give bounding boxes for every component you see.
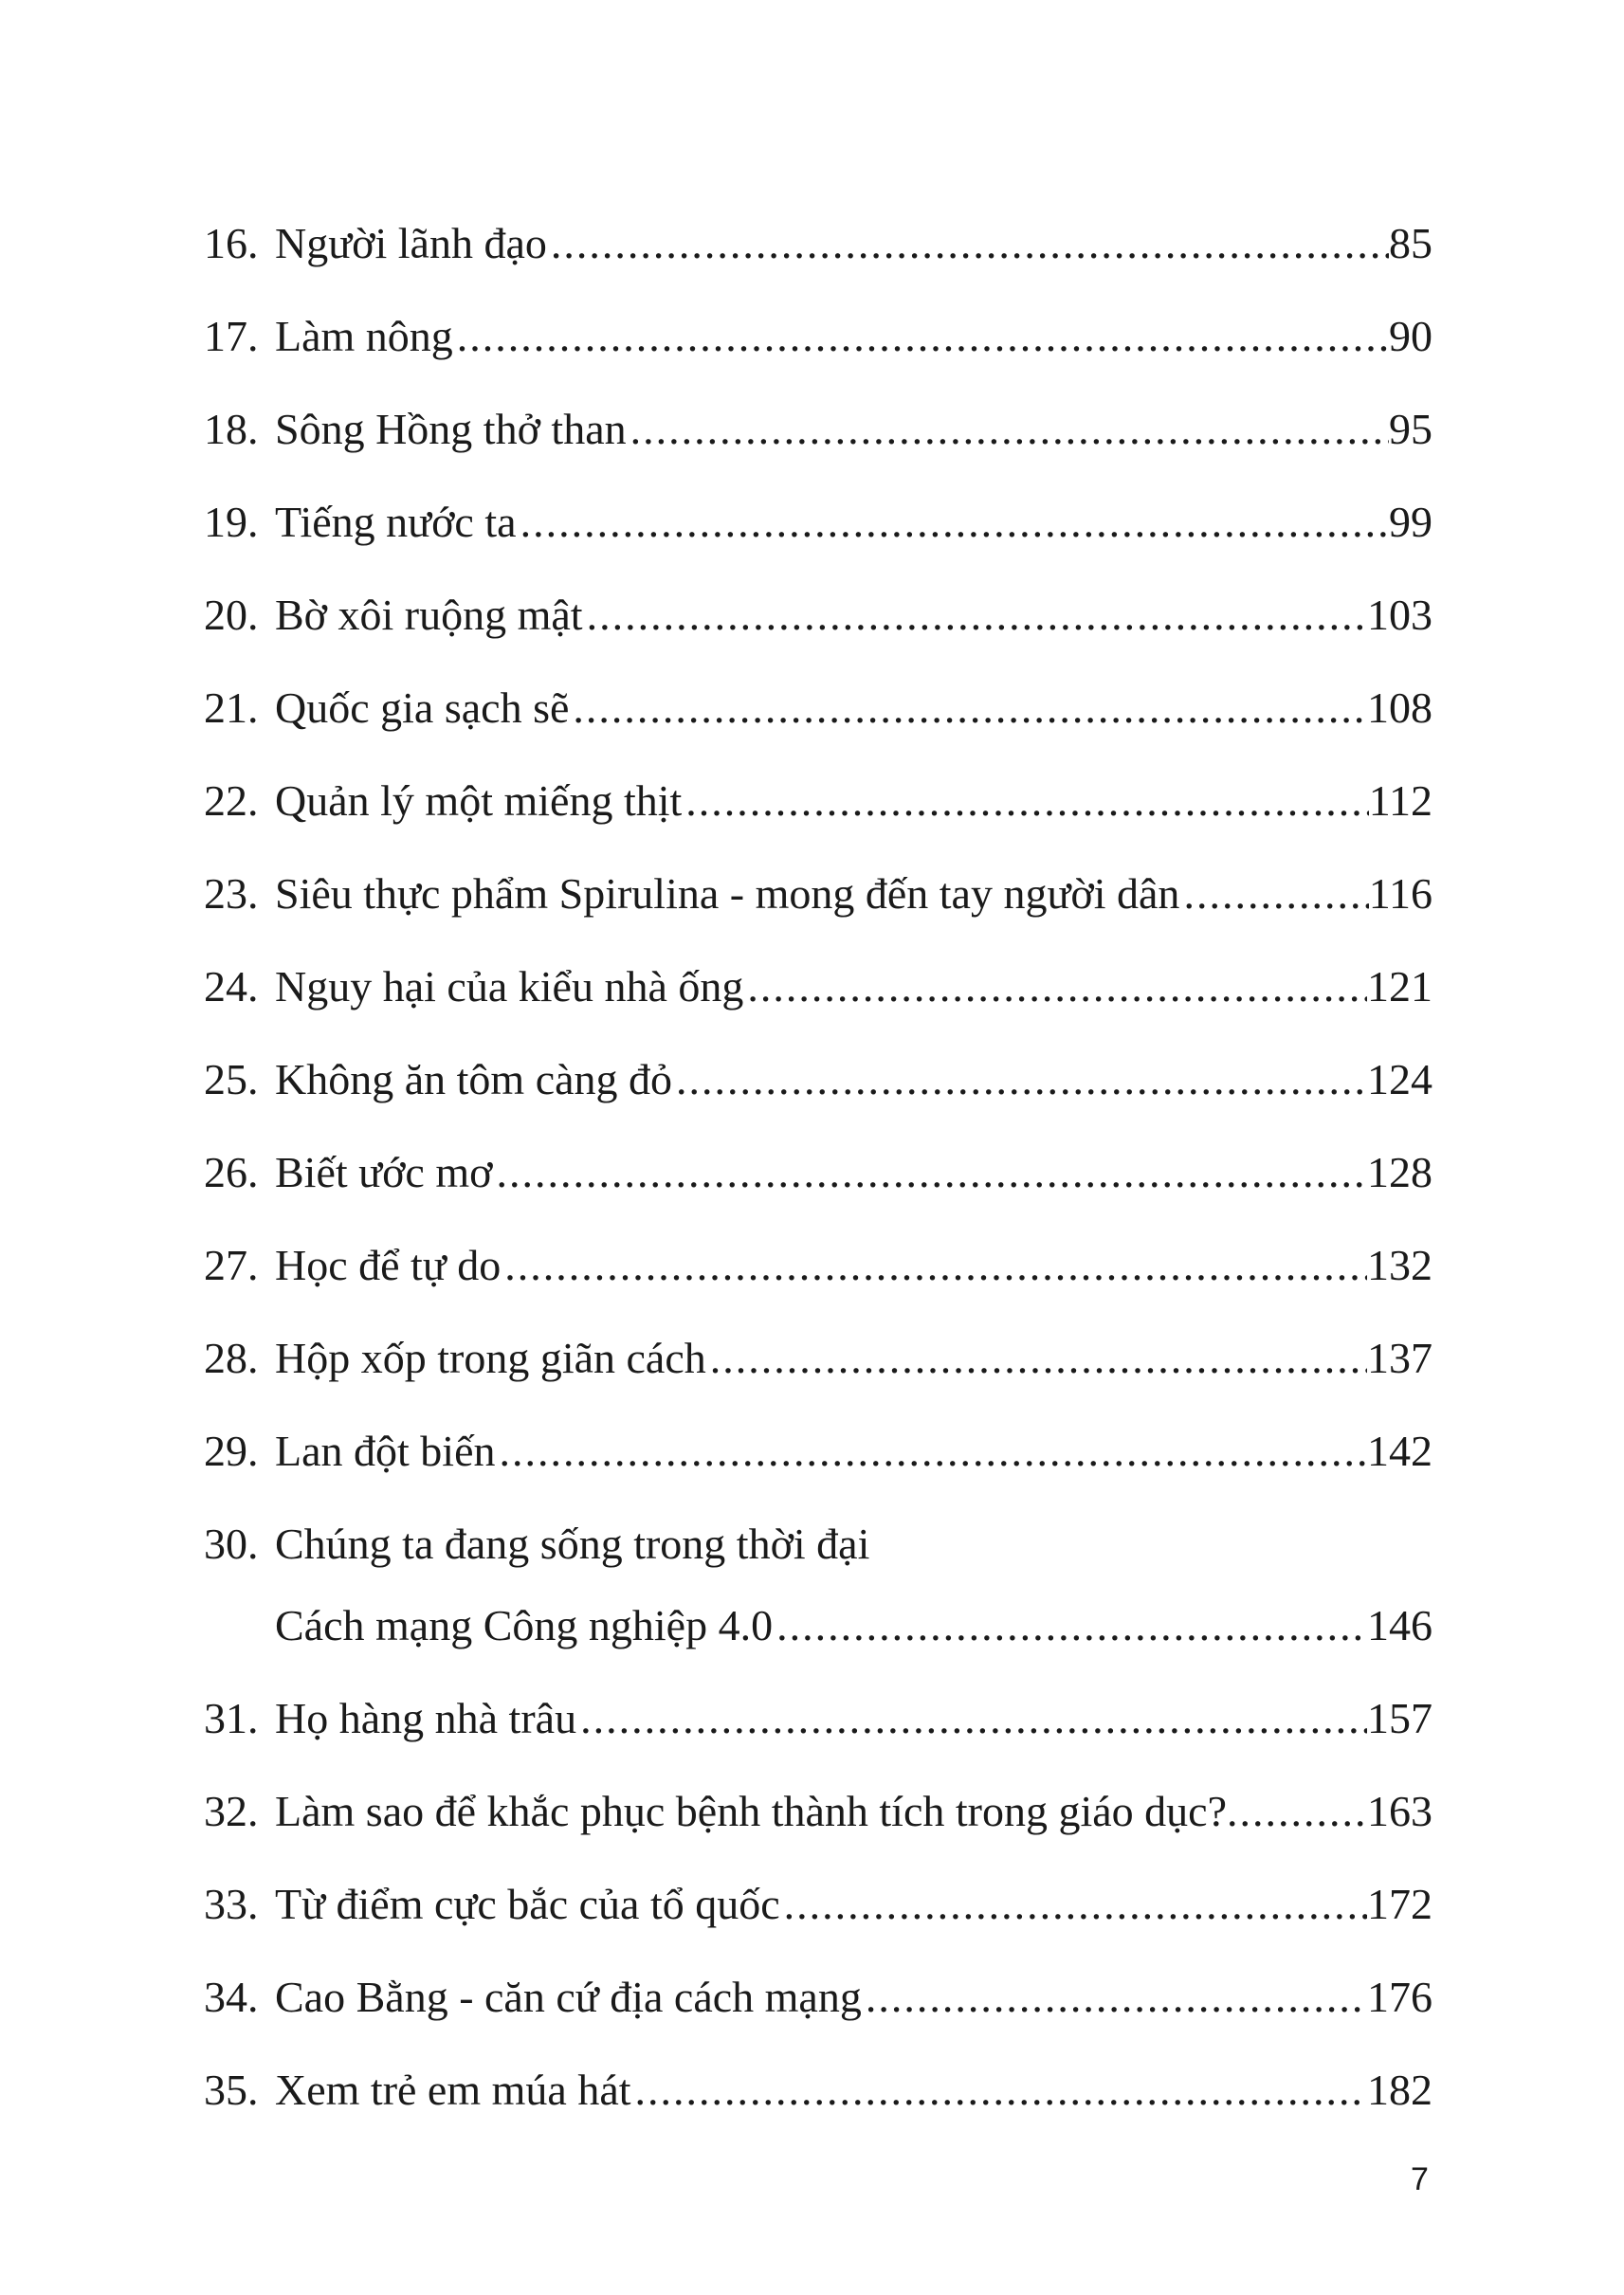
toc-entry bbox=[204, 1498, 1432, 1672]
toc-entry bbox=[204, 755, 1432, 847]
dot-leader bbox=[547, 197, 1389, 290]
entry-page: 182 bbox=[1367, 2066, 1432, 2114]
toc-entry bbox=[204, 1765, 1432, 1858]
dot-leader bbox=[583, 569, 1367, 662]
dot-leader bbox=[780, 1858, 1367, 1951]
entry-title: Làm sao để khắc phục bệnh thành tích trong giáo dục? bbox=[275, 1787, 1228, 1835]
entry-page: 99 bbox=[1389, 498, 1432, 546]
entry-page: 146 bbox=[1367, 1601, 1432, 1649]
entry-page: 142 bbox=[1367, 1427, 1432, 1475]
entry-number: 22. bbox=[204, 776, 259, 825]
entry-page: 172 bbox=[1367, 1880, 1432, 1928]
entry-number: 20. bbox=[204, 591, 259, 639]
toc-entry bbox=[204, 847, 1432, 940]
toc-entry bbox=[204, 1033, 1432, 1126]
entry-first-line bbox=[204, 1498, 1432, 1579]
entry-page: 137 bbox=[1367, 1334, 1432, 1382]
entry-title-continued: Cách mạng Công nghiệp 4.0 bbox=[275, 1601, 774, 1649]
entry-page: 85 bbox=[1389, 219, 1432, 267]
entry-page: 157 bbox=[1367, 1694, 1432, 1742]
entry-title: Bờ xôi ruộng mật bbox=[275, 591, 583, 639]
entry-number: 32. bbox=[204, 1787, 259, 1835]
entry-number: 19. bbox=[204, 498, 259, 546]
entry-title: Từ điểm cực bắc của tổ quốc bbox=[275, 1880, 780, 1928]
entry-title: Biết ước mơ bbox=[275, 1148, 493, 1196]
entry-number: 25. bbox=[204, 1055, 259, 1103]
toc-entry bbox=[204, 662, 1432, 755]
dot-leader bbox=[672, 1033, 1367, 1126]
entry-number: 26. bbox=[204, 1148, 259, 1196]
entry-number: 23. bbox=[204, 869, 259, 918]
toc-entry bbox=[204, 1219, 1432, 1312]
toc-entry bbox=[204, 1951, 1432, 2044]
toc-entry bbox=[204, 569, 1432, 662]
entry-page: 121 bbox=[1367, 962, 1432, 1011]
dot-leader bbox=[517, 476, 1389, 569]
entry-title: Họ hàng nhà trâu bbox=[275, 1694, 577, 1742]
entry-number: 34. bbox=[204, 1973, 259, 2021]
entry-title: Tiếng nước ta bbox=[275, 498, 517, 546]
entry-title: Không ăn tôm càng đỏ bbox=[275, 1055, 673, 1103]
entry-number: 29. bbox=[204, 1427, 259, 1475]
toc-entry bbox=[204, 1672, 1432, 1765]
toc-entry bbox=[204, 290, 1432, 383]
toc-entry bbox=[204, 940, 1432, 1033]
entry-title: Làm nông bbox=[275, 312, 453, 360]
toc-entry bbox=[204, 1126, 1432, 1219]
toc-entry bbox=[204, 1405, 1432, 1498]
entry-number: 31. bbox=[204, 1694, 259, 1742]
dot-leader bbox=[862, 1951, 1367, 2044]
entry-number: 18. bbox=[204, 405, 259, 453]
entry-second-line bbox=[204, 1579, 1432, 1672]
dot-leader bbox=[492, 1126, 1367, 1219]
dot-leader bbox=[743, 940, 1367, 1033]
toc-entry bbox=[204, 2044, 1432, 2137]
table-of-contents bbox=[204, 197, 1432, 2137]
entry-page: 116 bbox=[1368, 869, 1432, 918]
entry-page: 108 bbox=[1367, 683, 1432, 732]
entry-title: Siêu thực phẩm Spirulina - mong đến tay người dân bbox=[275, 869, 1180, 918]
entry-number: 30. bbox=[204, 1520, 259, 1568]
entry-title: Sông Hồng thở than bbox=[275, 405, 627, 453]
dot-leader bbox=[627, 383, 1389, 476]
dot-leader bbox=[773, 1579, 1367, 1672]
dot-leader bbox=[569, 662, 1367, 755]
entry-number: 33. bbox=[204, 1880, 259, 1928]
entry-title: Xem trẻ em múa hát bbox=[275, 2066, 631, 2114]
toc-entry bbox=[204, 197, 1432, 290]
entry-number: 21. bbox=[204, 683, 259, 732]
entry-title: Quốc gia sạch sẽ bbox=[275, 683, 570, 732]
dot-leader bbox=[682, 755, 1368, 847]
dot-leader bbox=[1227, 1765, 1367, 1858]
entry-title: Lan đột biến bbox=[275, 1427, 496, 1475]
dot-leader bbox=[631, 2044, 1367, 2137]
entry-number: 27. bbox=[204, 1241, 259, 1289]
dot-leader bbox=[1179, 847, 1368, 940]
entry-page: 124 bbox=[1367, 1055, 1432, 1103]
dot-leader bbox=[706, 1312, 1367, 1405]
entry-page: 112 bbox=[1368, 776, 1432, 825]
entry-title: Quản lý một miếng thịt bbox=[275, 776, 683, 825]
entry-number: 28. bbox=[204, 1334, 259, 1382]
page-number: 7 bbox=[1411, 2161, 1429, 2197]
entry-title: Cao Bằng - căn cứ địa cách mạng bbox=[275, 1973, 862, 2021]
toc-entry bbox=[204, 476, 1432, 569]
entry-number: 17. bbox=[204, 312, 259, 360]
entry-page: 163 bbox=[1367, 1787, 1432, 1835]
entry-number: 35. bbox=[204, 2066, 259, 2114]
dot-leader bbox=[496, 1405, 1368, 1498]
toc-entry bbox=[204, 383, 1432, 476]
dot-leader bbox=[576, 1672, 1367, 1765]
entry-title: Chúng ta đang sống trong thời đại bbox=[275, 1520, 870, 1568]
dot-leader bbox=[453, 290, 1389, 383]
entry-page: 132 bbox=[1367, 1241, 1432, 1289]
entry-title: Học để tự do bbox=[275, 1241, 502, 1289]
entry-number: 16. bbox=[204, 219, 259, 267]
entry-number: 24. bbox=[204, 962, 259, 1011]
entry-page: 90 bbox=[1389, 312, 1432, 360]
entry-title: Người lãnh đạo bbox=[275, 219, 547, 267]
entry-page: 95 bbox=[1389, 405, 1432, 453]
entry-title: Nguy hại của kiểu nhà ống bbox=[275, 962, 744, 1011]
entry-page: 103 bbox=[1367, 591, 1432, 639]
entry-title: Hộp xốp trong giãn cách bbox=[275, 1334, 706, 1382]
toc-entry bbox=[204, 1312, 1432, 1405]
entry-page: 176 bbox=[1367, 1973, 1432, 2021]
entry-page: 128 bbox=[1367, 1148, 1432, 1196]
toc-entry bbox=[204, 1858, 1432, 1951]
dot-leader bbox=[501, 1219, 1367, 1312]
